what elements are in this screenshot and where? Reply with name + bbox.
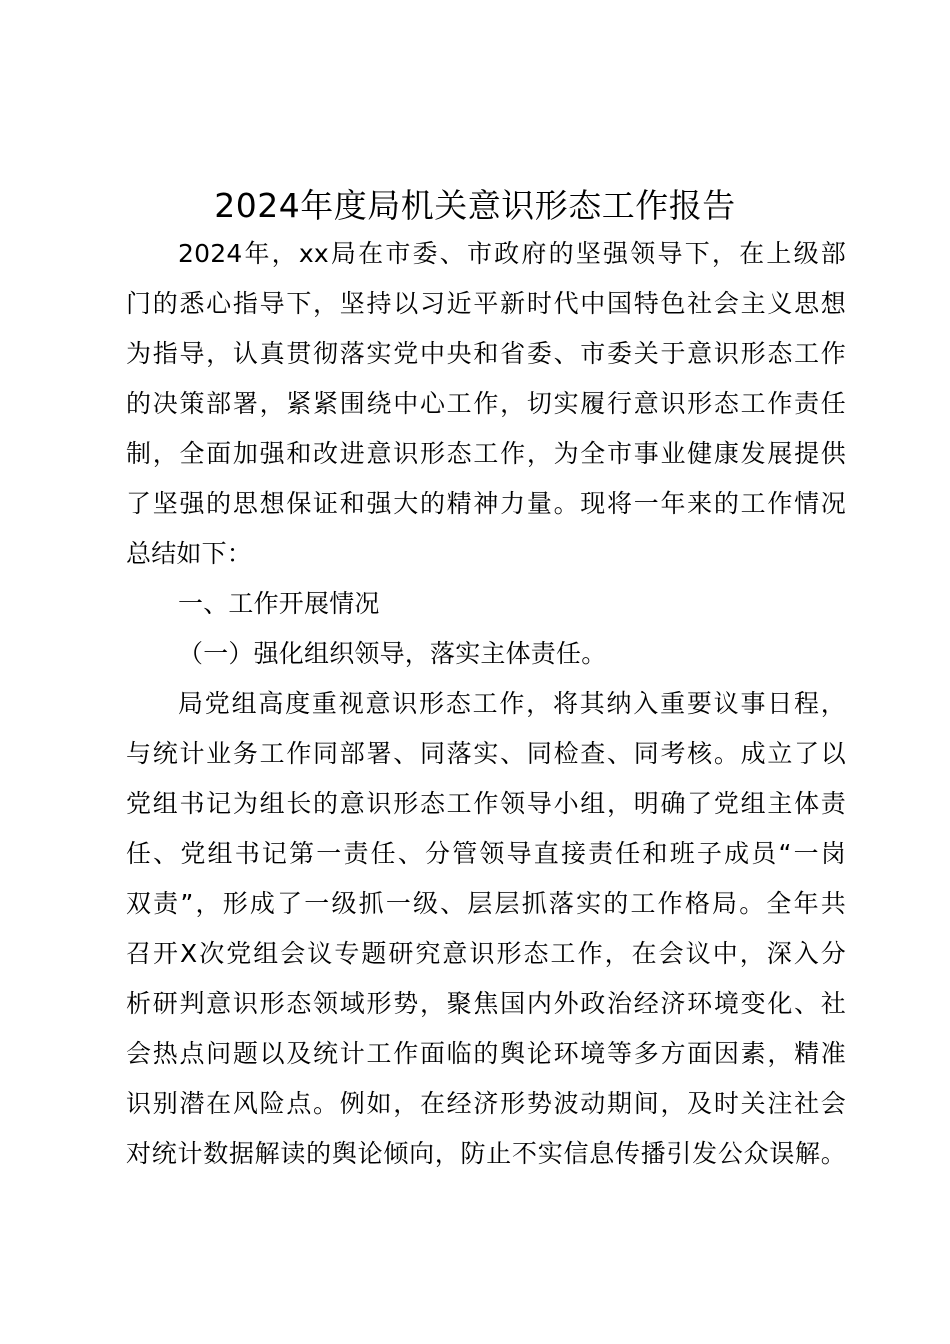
paragraph-line: 制，全面加强和改进意识形态工作，为全市事业健康发展提供 (126, 439, 846, 468)
paragraph-line: 局党组高度重视意识形态工作，将其纳入重要议事日程， (178, 689, 846, 718)
paragraph-line: 与统计业务工作同部署、同落实、同检查、同考核。成立了以 (126, 739, 846, 768)
paragraph-line: 召开X次党组会议专题研究意识形态工作，在会议中，深入分 (126, 939, 846, 968)
paragraph-line: 任、党组书记第一责任、分管领导直接责任和班子成员“一岗 (126, 839, 846, 868)
paragraph-line: 党组书记为组长的意识形态工作领导小组，明确了党组主体责 (126, 789, 846, 818)
paragraph-line: 双责”，形成了一级抓一级、层层抓落实的工作格局。全年共 (126, 889, 846, 918)
document-title: 2024年度局机关意识形态工作报告 (214, 186, 736, 225)
section-heading: 一、工作开展情况 (178, 589, 380, 618)
paragraph-line: 的决策部署，紧紧围绕中心工作，切实履行意识形态工作责任 (126, 389, 846, 418)
paragraph-line: 对统计数据解读的舆论倾向，防止不实信息传播引发公众误解。 (126, 1139, 846, 1168)
paragraph-line: 会热点问题以及统计工作面临的舆论环境等多方面因素，精准 (126, 1039, 846, 1068)
paragraph-line: 为指导，认真贯彻落实党中央和省委、市委关于意识形态工作 (126, 339, 846, 368)
paragraph-line: 析研判意识形态领域形势，聚焦国内外政治经济环境变化、社 (126, 989, 846, 1018)
paragraph-line: 识别潜在风险点。例如，在经济形势波动期间，及时关注社会 (126, 1089, 846, 1118)
subsection-heading: （一）强化组织领导，落实主体责任。 (178, 639, 607, 668)
paragraph-line: 2024年，xx局在市委、市政府的坚强领导下，在上级部 (178, 239, 846, 268)
paragraph-line: 总结如下： (126, 539, 253, 568)
paragraph-line: 了坚强的思想保证和强大的精神力量。现将一年来的工作情况 (126, 489, 846, 518)
paragraph-line: 门的悉心指导下，坚持以习近平新时代中国特色社会主义思想 (126, 289, 846, 318)
